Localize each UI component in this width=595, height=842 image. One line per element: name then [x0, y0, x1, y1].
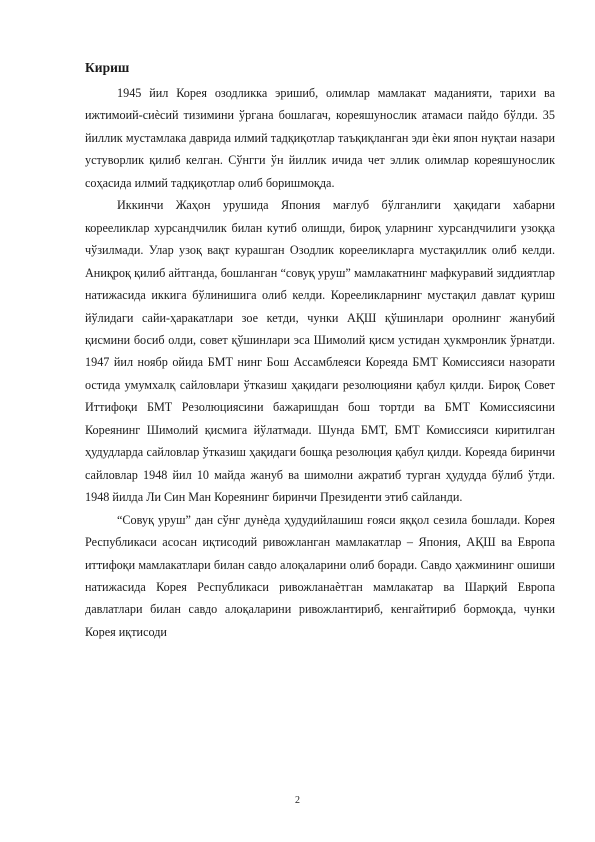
paragraph-1: 1945 йил Корея озодликка эришиб, олимлар мамлакат маданияти, тарихи ва ижтимоий-сиѐсий тизимини ўргана бошлагач, кореяшунослик атамаси пайдо бўлди. 35 йиллик мустамлака даврида илмий тадқиқотлар таъқиқланган эди ѐки япон нуқтаи назари устуворлик қилиб келган. Сўнгги ўн йиллик ичида чет эллик олимлар кореяшунослик соҳасида илмий тадқиқотлар олиб боришмоқда.	[85, 86, 555, 190]
paragraph-2: Иккинчи Жаҳон урушида Япония мағлуб бўлганлиги ҳақидаги хабарни корееликлар хурсандчилик билан кутиб олишди, бироқ уларнинг хурсандчилиги узоққа чўзилмади. Улар узоқ вақт курашган Озодлик корееликларга мустақиллик олиб келди. Аниқроқ қилиб айтганда, бошланган “совуқ уруш” мамлакатнинг мафкуравий зиддиятлар натижасида иккига бўлинишига олиб келди. Корееликларнинг мустақил давлат қуриш йўлидаги сайи-ҳаракатлари зое кетди, чунки АҚШ қўшинлари оролнинг жанубий қисмини босиб олди, совет қўшинлари эса Шимолий қисм устидан ҳукмронлик ўрнатди. 1947 йил ноябр ойида БМТ нинг Бош Ассамблеяси Кореяда БМТ Комиссияси назорати остида умумхалқ сайловлари ўтказиш ҳақидаги резолюцияни қабул қилди. Бироқ Совет Иттифоқи БМТ Резолюциясини бажаришдан бош тортди ва БМТ Комиссиясини Кореянинг Шимолий қисмига йўлатмади. Шунда БМТ, БМТ Комиссияси киритилган ҳудудларда сайловлар ўтказиш ҳақидаги бошқа резолюция қабул қилди. Кореяда биринчи сайловлар 1948 йил 10 майда жануб ва шимолни ажратиб турган ҳудудда бўлиб ўтди. 1948 йилда Ли Син Ман Кореянинг биринчи Президенти этиб сайланди.	[85, 198, 555, 505]
section-heading: Кириш	[85, 60, 130, 75]
paragraph-3: “Совуқ уруш” дан сўнг дунѐда ҳудудийлашиш ғояси яққол сезила бошлади. Корея Республикаси асосан иқтисодий ривожланган мамлакатлар – Япония, АҚШ ва Европа иттифоқи мамлакатлари билан савдо алоқаларини олиб боради. Савдо ҳажмининг ошиши натижасида Корея Республикаси ривожланаѐтган мамлакатар ва Шарқий Европа давлатлари билан савдо алоқаларини ривожлантириб, кенгайтириб бормоқда, чунки Корея иқтисоди	[85, 512, 555, 639]
body-text	[85, 82, 555, 643]
page-number: 2	[295, 795, 300, 806]
